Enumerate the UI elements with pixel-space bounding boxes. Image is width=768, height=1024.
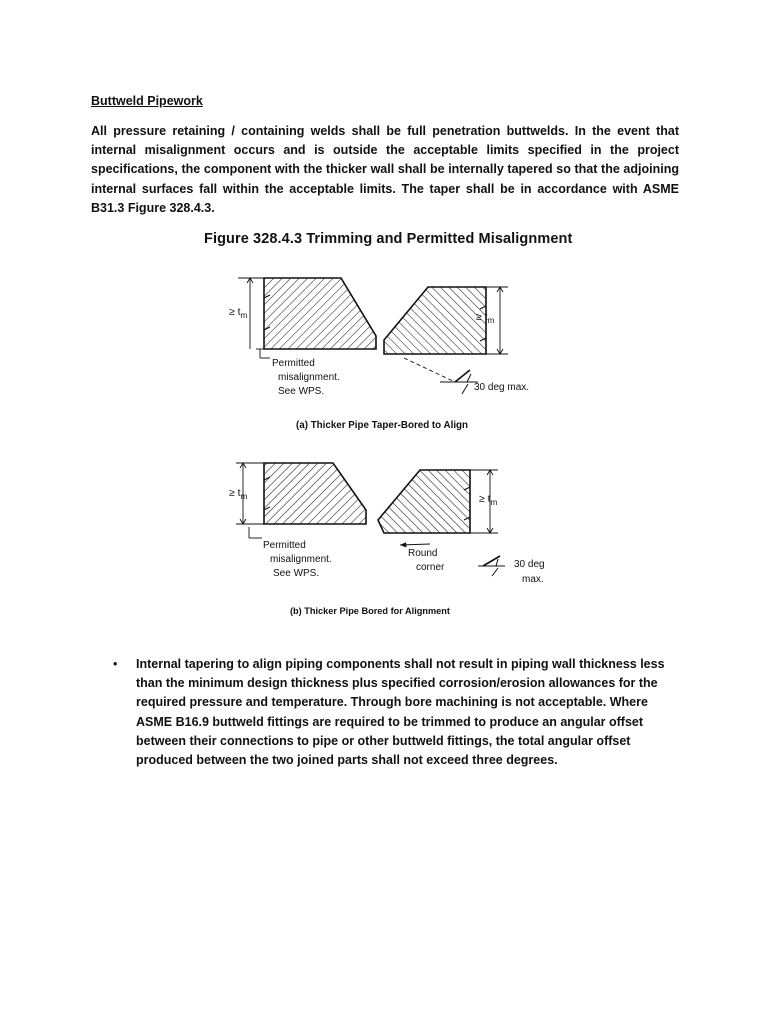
panel-a-right-dim-label: ≥ $t_m$ (476, 311, 495, 325)
panel-b-angle-line1: 30 deg (514, 559, 545, 570)
panel-b-misalign-line2: misalignment. (270, 554, 332, 565)
panel-b-corner-line1: Round (408, 548, 438, 559)
panel-b (229, 463, 545, 616)
panel-b-misalign-line1: Permitted (263, 540, 306, 551)
panel-b-angle-line2: max. (522, 574, 544, 585)
panel-b-corner-line2: corner (416, 562, 445, 573)
panel-a-left-wall (264, 278, 376, 349)
panel-b-left-dim-label: ≥ $t_m$ (229, 487, 248, 501)
panel-a (229, 278, 529, 431)
figure-title: Figure 328.4.3 Trimming and Permitted Misalignment (204, 231, 573, 247)
panel-a-misalign-line2: misalignment. (278, 372, 340, 383)
panel-a-right-wall (384, 287, 486, 354)
panel-a-left-dim-label: ≥ $t_m$ (229, 306, 248, 320)
panel-b-caption: (b) Thicker Pipe Bored for Alignment (290, 606, 450, 616)
panel-b-left-wall (264, 463, 366, 524)
panel-b-right-dim-label: ≥ $t_m$ (479, 493, 498, 507)
panel-b-misalign-line3: See WPS. (273, 568, 320, 579)
panel-a-angle-label: 30 deg max. (474, 382, 530, 393)
intro-paragraph: All pressure retaining / containing welds shall be full penetration buttwelds. In the event that internal misalignment occurs and is outside the acceptable limits specified in the project specifications, the component with the thicker wall shall be internally tapered so that the adjoining internal surfaces fall within the acceptable limits. The taper shall be in accordance with ASME B31.3 Figure 328.4.3. (91, 124, 679, 215)
section-heading: Buttweld Pipework (91, 94, 203, 108)
bullet-text: Internal tapering to align piping components shall not result in piping wall thickness less than the minimum design thickness plus specified corrosion/erosion allowances for the required pressure and temperature. Through bore machining is not acceptable. Where ASME B16.9 buttweld fittings are required to be trimmed to produce an angular offset between their connections to pipe or other buttweld fittings, the total angular offset produced between the two joined parts shall not exceed three degrees. (136, 657, 665, 768)
panel-a-misalign-line3: See WPS. (278, 386, 325, 397)
bullet-marker: • (113, 657, 118, 671)
panel-b-right-wall (378, 470, 470, 533)
panel-a-caption: (a) Thicker Pipe Taper-Bored to Align (296, 420, 469, 431)
panel-a-misalign-line1: Permitted (272, 358, 315, 369)
